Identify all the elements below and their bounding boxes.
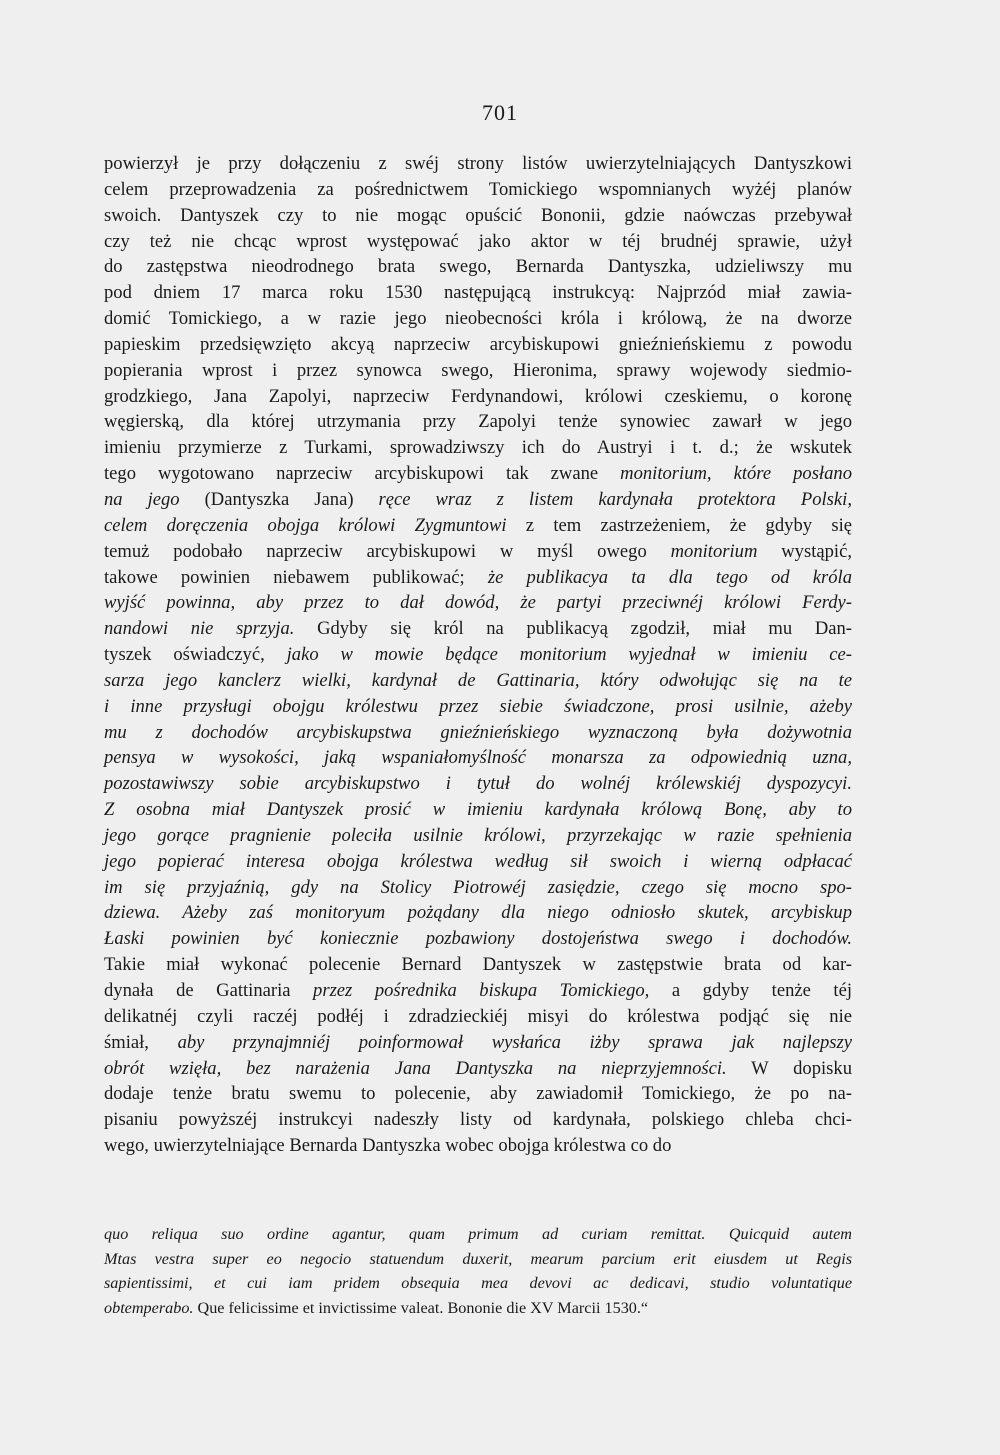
text-line	[104, 926, 852, 952]
text-line	[104, 668, 852, 694]
text-line	[104, 590, 852, 616]
text-run: delikatnéj czyli raczéj podłéj i zdradzieckiéj misyi do królestwa podjąć się nie	[104, 1005, 852, 1027]
text-run: pod dniem 17 marca roku 1530 następującą instrukcyą: Najprzód miał zawia-	[104, 282, 852, 304]
text-line	[104, 1030, 852, 1056]
text-line	[104, 1081, 852, 1107]
text-line	[104, 1133, 852, 1159]
text-run: W dopisku	[726, 1057, 853, 1079]
footnote-line	[104, 1271, 852, 1296]
footnote-text	[104, 1222, 852, 1320]
italic-text: na jego	[104, 488, 180, 510]
italic-text: dziewa. Ażeby zaś monitoryum pożądany dla niego odniosło skutek, arcybiskup	[104, 902, 852, 924]
text-line	[104, 745, 852, 771]
text-line	[104, 151, 852, 177]
text-run: Gdyby się król na publikacyą zgodził, miał mu Dan-	[294, 618, 852, 640]
text-line	[104, 978, 852, 1004]
text-line	[104, 229, 852, 255]
text-line	[104, 900, 852, 926]
text-run: imieniu przymierze z Turkami, sprowadziwszy ich do Austryi i t. d.; że wskutek	[104, 437, 852, 459]
italic-text: że publikacya ta dla tego od króla	[487, 566, 852, 588]
text-line	[104, 771, 852, 797]
text-run: dynała de Gattinaria	[104, 980, 314, 1001]
text-run: wystąpić,	[757, 540, 852, 562]
text-line	[104, 332, 852, 358]
text-line	[104, 720, 852, 746]
text-run: domić Tomickiego, a w razie jego nieobecności króla i królową, że na dworze	[104, 308, 852, 330]
italic-text: nandowi nie sprzyja.	[104, 618, 295, 640]
text-line	[104, 694, 852, 720]
italic-text: monitorium	[670, 540, 758, 562]
text-line	[104, 797, 852, 823]
italic-text: celem doręczenia obojga królowi Zygmuntowi	[104, 514, 507, 536]
text-line	[104, 849, 852, 875]
text-line	[104, 616, 852, 642]
text-run: tyszek oświadczyć,	[104, 644, 287, 666]
text-run: powierzył je przy dołączeniu z swéj strony listów uwierzytelniających Dantyszkowi	[104, 153, 852, 174]
italic-text: Łaski powinien być koniecznie pozbawiony dostojeństwa swego i dochodów.	[104, 928, 852, 950]
italic-text: wyjść powinna, aby przez to dał dowód, że partyi przeciwnéj królowi Ferdy-	[104, 592, 852, 614]
text-line	[104, 409, 852, 435]
italic-text: sapientissimi, et cui iam pridem obsequia mea devovi ac dedicavi, studio voluntatique	[104, 1274, 852, 1292]
text-run: temuż podobało naprzeciw arcybiskupowi w myśl owego	[104, 540, 671, 562]
italic-text: i inne przysługi obojgu królestwu przez siebie świadczone, prosi usilnie, ażeby	[104, 695, 852, 717]
footnote-line	[104, 1296, 852, 1321]
italic-text: obtemperabo.	[104, 1298, 194, 1317]
italic-text: im się przyjaźnią, gdy na Stolicy Piotrowéj zasiędzie, czego się mocno spo-	[104, 876, 852, 898]
text-line	[104, 280, 852, 306]
text-run: do zastępstwa nieodrodnego brata swego, Bernarda Dantyszka, udzieliwszy mu	[104, 256, 852, 278]
text-line	[104, 565, 852, 591]
text-line	[104, 254, 852, 280]
text-run: celem przeprowadzenia za pośrednictwem Tomickiego wspomnianych wyżéj planów	[104, 178, 852, 200]
text-line	[104, 384, 852, 410]
text-run: węgierską, dla której utrzymania przy Zapolyi tenże synowiec zawarł w jego	[104, 411, 852, 433]
text-run: dodaje tenże bratu swemu to polecenie, aby zawiadomił Tomickiego, że po na-	[104, 1083, 852, 1105]
text-line	[104, 539, 852, 565]
text-run: śmiał,	[104, 1031, 178, 1053]
text-line	[104, 642, 852, 668]
text-run: Que felicissime et invictissime valeat. Bononie die XV Marcii 1530.“	[193, 1298, 649, 1317]
text-run: czy też nie chcąc wprost występować jako aktor w téj brudnéj sprawie, użył	[104, 230, 852, 252]
italic-text: sarza jego kanclerz wielki, kardynał de Gattinaria, który odwołując się na te	[104, 669, 852, 691]
text-run: z tem zastrzeżeniem, że gdyby się	[506, 514, 852, 536]
page-number: 701	[482, 100, 518, 125]
text-line	[104, 513, 852, 539]
text-line	[104, 358, 852, 384]
text-line	[104, 461, 852, 487]
italic-text: aby przynajmniéj poinformował wysłańca iżby sprawa jak najlepszy	[177, 1031, 852, 1053]
italic-text: jego popierać interesa obojga królestwa według sił swoich i wierną odpłacać	[104, 850, 852, 872]
italic-text: jako w mowie będące monitorium wyjednał w imieniu ce-	[286, 644, 852, 666]
text-line	[104, 875, 852, 901]
italic-text: quo reliqua suo ordine agantur, quam primum ad curiam remittat. Quicquid autem	[104, 1225, 852, 1243]
text-line	[104, 1056, 852, 1082]
text-run: pisaniu powyższéj instrukcyi nadeszły listy od kardynała, polskiego chleba chci-	[104, 1109, 852, 1131]
text-run: tego wygotowano naprzeciw arcybiskupowi tak zwane	[104, 463, 621, 485]
footnote-line	[104, 1247, 852, 1272]
text-line	[104, 306, 852, 332]
text-run: papieskim przedsięwzięto akcyą naprzeciw arcybiskupowi gnieźnieńskiemu z powodu	[104, 333, 852, 355]
footnote-line	[104, 1222, 852, 1247]
italic-text: mu z dochodów arcybiskupstwa gnieźnieńskiego wyznaczoną była dożywotnia	[104, 721, 852, 743]
text-line	[104, 435, 852, 461]
italic-text: ręce wraz z listem kardynała protektora Polski,	[378, 488, 852, 510]
text-run: wego, uwierzytelniające Bernarda Dantyszka wobec obojga królestwa co do	[104, 1135, 672, 1157]
italic-text: jego gorące pragnienie poleciła usilnie królowi, przyrzekając w razie spełnienia	[104, 824, 852, 846]
italic-text: obrót wzięła, bez narażenia Jana Dantyszka na nieprzyjemności.	[104, 1057, 727, 1079]
text-run: (Dantyszka Jana)	[179, 488, 379, 510]
italic-text: monitorium, które posłano	[620, 463, 852, 485]
text-run: a gdyby tenże téj	[649, 980, 852, 1001]
italic-text: przez pośrednika biskupa Tomickiego,	[313, 980, 650, 1001]
text-run: popierania wprost i przez synowca swego, Hieronima, sprawy wojewody siedmio-	[104, 359, 852, 381]
text-run: Takie miał wykonać polecenie Bernard Dantyszek w zastępstwie brata od kar-	[104, 954, 852, 976]
text-run: grodzkiego, Jana Zapolyi, naprzeciw Ferdynandowi, królowi czeskiemu, o koronę	[104, 385, 852, 407]
text-line	[104, 1004, 852, 1030]
text-run: takowe powinien niebawem publikować;	[104, 566, 488, 588]
text-line	[104, 487, 852, 513]
italic-text: pozostawiwszy sobie arcybiskupstwo i tytuł do wolnéj królewskiéj dyspozycyi.	[104, 773, 852, 795]
text-line	[104, 1107, 852, 1133]
italic-text: Z osobna miał Dantyszek prosić w imieniu kardynała królową Bonę, aby to	[104, 799, 852, 821]
text-line	[104, 177, 852, 203]
text-line	[104, 823, 852, 849]
italic-text: pensya w wysokości, jaką wspaniałomyślność monarsza za odpowiednią uzna,	[104, 747, 852, 769]
italic-text: Mtas vestra super eo negocio statuendum duxerit, mearum parcium erit eiusdem ut Regis	[104, 1249, 852, 1268]
text-line	[104, 952, 852, 978]
text-run: swoich. Dantyszek czy to nie mogąc opuścić Bononii, gdzie naówczas przebywał	[104, 204, 852, 226]
text-line	[104, 203, 852, 229]
main-text	[104, 151, 852, 1159]
